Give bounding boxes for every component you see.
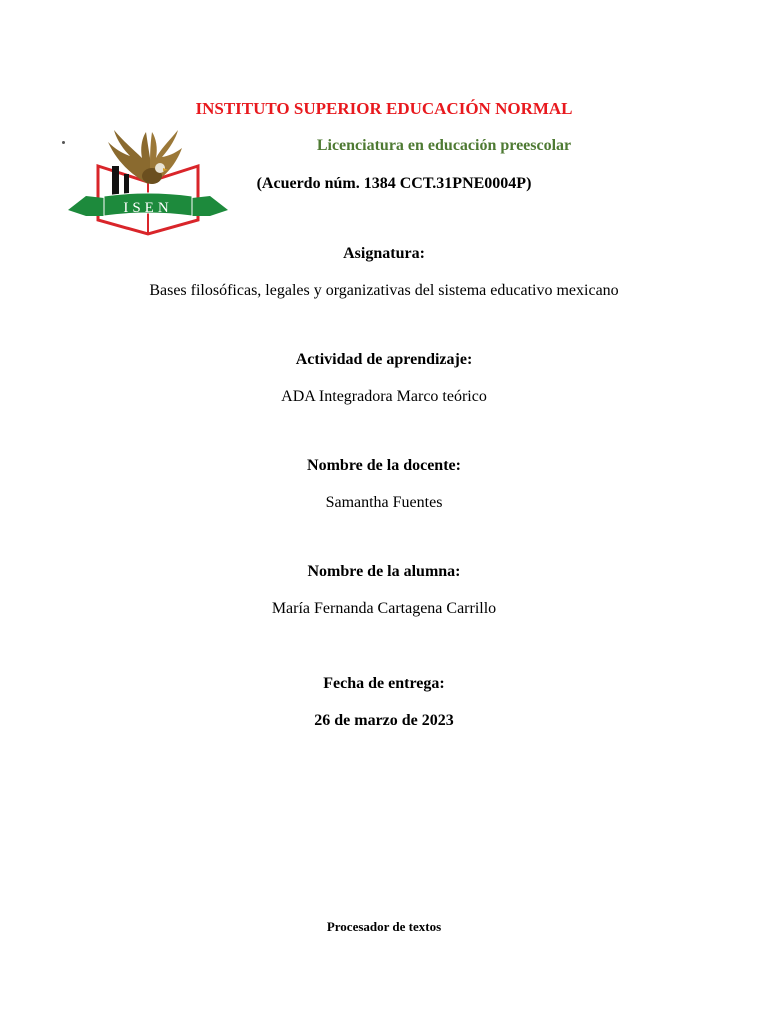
footer-text: Procesador de textos	[326, 919, 442, 934]
program-name: Licenciatura en educación preescolar	[316, 137, 572, 154]
institute-name: INSTITUTO SUPERIOR EDUCACIÓN NORMAL	[195, 99, 573, 118]
activity-label: Actividad de aprendizaje:	[295, 351, 473, 368]
student-label: Nombre de la alumna:	[307, 563, 461, 580]
subject-value: Bases filosóficas, legales y organizativas del sistema educativo mexicano	[149, 282, 619, 299]
agreement-code: (Acuerdo núm. 1384 CCT.31PNE0004P)	[256, 175, 532, 192]
logo-text: ISEN	[123, 200, 173, 216]
date-value: 26 de marzo de 2023	[314, 712, 454, 729]
date-label: Fecha de entrega:	[323, 675, 445, 692]
teacher-label: Nombre de la docente:	[307, 457, 461, 474]
subject-label: Asignatura:	[343, 245, 425, 262]
activity-value: ADA Integradora Marco teórico	[281, 388, 487, 405]
student-value: María Fernanda Cartagena Carrillo	[271, 600, 497, 617]
teacher-value: Samantha Fuentes	[325, 494, 443, 511]
